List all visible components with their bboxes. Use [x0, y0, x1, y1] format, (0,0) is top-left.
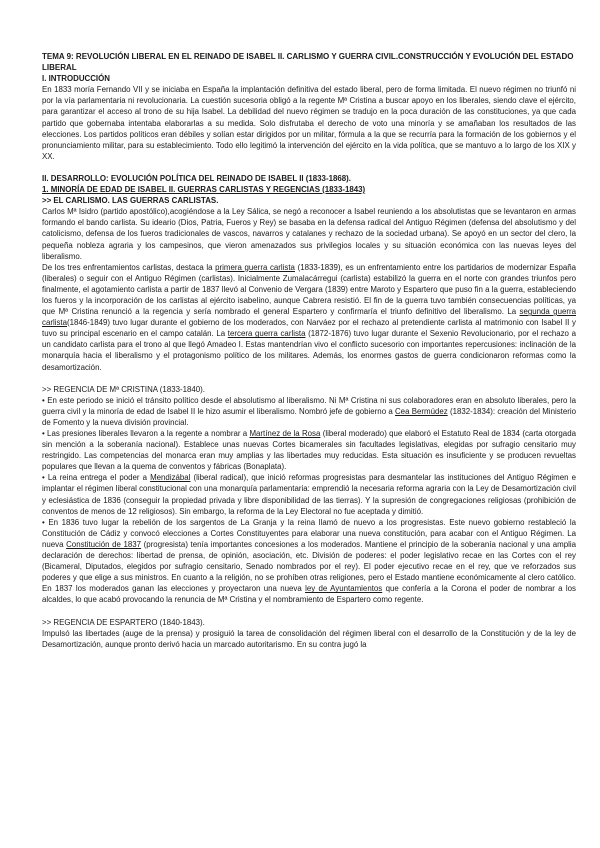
underlined-term: segunda guerra carlista [42, 307, 576, 328]
text-run: (1833-1839), es un enfrentamiento entre los partidarios de modernizar España (liberales) o seguir con el Antiguo Régimen (carlistas). Inicialmente Zumalacárregui (carlista) estabilizó la guerra en el norte con grandes triunfos pero finalmente, el agotamiento carlista a partir de 1837 llevó al Convenio de Vergara (1839) entre Maroto y Espartero que puso fin a la guerra, estableciendo los fueros y la incorporación de los carlistas al ejército isabelino, aunque Cabrera resistió. El fin de la guerra tuvo también consecuencias políticas, ya que Mª Cristina renunció a la regencia y sería nombrado el general Espartero y confirmaría el triunfo definitivo del liberalismo. La [42, 262, 576, 317]
text-run: (1832-1834): creación del Ministerio de Fomento y la nueva división provincial. [42, 406, 577, 427]
text-run: (progresista) tenía importantes concesiones a los moderados. Mantiene el principio de la soberanía nacional y una amplia declaración de derechos: libertad de prensa, de opinión, asociación, etc. División de poderes: el poder legislativo recae en las Cortes con el rey (Bicameral, Diputados, elegidos por sufragio censitario, Senado nombrados por el rey). El poder ejecutivo recae en el rey, que ve reforzados sus poderes y que elige a sus ministros. En cuanto a la religión, no se prohíben otras religiones, pero el Estado mantiene económicamente al clero católico. En 1837 los moderados ganan las elecciones y proyectaron una nueva [42, 539, 577, 594]
text-run: • En 1836 tuvo lugar la rebelión de los sargentos de La Granja y la reina llamó de nuevo a los progresistas. Este nuevo gobierno restableció la Constitución de Cádiz y convocó elecciones a Cortes Constituyentes para elaborar una nueva constitución, para acabar con el Antiguo Régimen. La nueva [42, 517, 576, 549]
underlined-term: primera guerra carlista [215, 262, 295, 272]
text-run: (1872-1876) tuvo lugar durante el Sexenio Revolucionario, por el rechazo a un candidato carlista para el trono al que llegó Amadeo I. Estas mantendrían vivo el conflicto sucesorio con importantes repercusiones: inclinación de la monarquía hacia el liberalismo y el protagonismo político de los militares. Además, los enormes gastos de guerra condicionaron reformas como la desamortización. [42, 329, 576, 372]
regencia-mc-bullet-2 [42, 428, 576, 472]
underlined-term: Mendizábal [150, 473, 191, 483]
regencia-espartero-paragraph: Impulsó las libertades (auge de la prensa) y prosiguió la tarea de consolidación del régimen liberal con el desarrollo de la Constitución y de la ley de Desamortización, aunque pronto derivó hacia un marcado autoritarismo. En su contra jugó la [42, 628, 576, 649]
text-run: (1846-1849) tuvo lugar durante el gobierno de los moderados, con Narváez por el rechazo al pretendiente carlista al matrimonio con Isabel II y tuvo su principal escenario en el campo catalán. La [42, 318, 576, 339]
text-run: (liberal radical), que inició reformas progresistas para desmantelar las instituciones del Antiguo Régimen e implantar el régimen liberal constitucional con una monarquía parlamentaria: emprendió la necesaria reforma agraria con la Ley de Desamortización civil y eclesiástica de 1836 (conseguir la propiedad privada y libre disponibilidad de las tierras). Y la supresión de congregaciones religiosas (prohibición de conventos de menos de 12 religiosos). Sin embargo, la reforma de la Ley Electoral no fue aceptada y dimitió. [42, 473, 576, 516]
underlined-term: Cea Bermúdez [394, 406, 448, 416]
text-run: De los tres enfrentamientos carlistas, destaca la [42, 262, 216, 272]
regencia-mc-bullet-3 [42, 472, 576, 516]
intro-paragraph: En 1833 moría Fernando VII y se iniciaba en España la implantación definitiva del estado liberal, pero de forma limitada. El nuevo régimen no triunfó ni por la vía parlamentaria ni revolucionaria. La cuestión sucesoria obligó a la regente Mª Cristina a buscar apoyo en los liberales, siendo clave el ejército, para garantizar el acceso al trono de su hija Isabel. La debilidad del nuevo régimen se tradujo en la poca duración de las constituciones, ya que cada partido que gobernaba intentaba elaborarlas a su medida. Solo disfrutaba el derecho de voto una minoría y se amañaban los resultados de las elecciones. Los partidos políticos eran débiles y solían estar dirigidos por un militar, fórmula a la que se recurría para la formación de los gobiernos y el pronunciamiento militar, para su establecimiento. Todo ello legitimó la intervención del ejército en la vida política, que se mantuvo a lo largo de los XIX y XX. [42, 85, 576, 161]
development-heading: II. DESARROLLO: EVOLUCIÓN POLÍTICA DEL REINADO DE ISABEL II (1833-1868). [42, 173, 351, 183]
text-run: (liberal moderado) que elaboró el Estatuto Real de 1834 (carta otorgada sin mención a la soberanía nacional). Establece unas nuevas Cortes bicamerales sin facultades legislativas, elegidas por sufragio censitario muy restringido. Las competencias del monarca eran muy amplias y las libertades muy reducidas. Esta situación es insuficiente y se producen revueltas populares que llevan a la quema de conventos y fábricas (Bonaplata). [42, 429, 576, 472]
regencia-espartero-heading: >> REGENCIA DE ESPARTERO (1840-1843). [42, 617, 205, 627]
underlined-term: Constitución de 1837 [66, 539, 142, 549]
regencia-maria-cristina-heading: >> REGENCIA DE Mª CRISTINA (1833-1840). [42, 384, 205, 394]
text-run: • Las presiones liberales llevaron a la regente a nombrar a [42, 429, 250, 438]
spacer [42, 373, 576, 384]
underlined-term: ley de Ayuntamientos [305, 584, 383, 594]
section1-heading [42, 184, 576, 195]
underlined-term: tercera guerra carlista [227, 329, 306, 339]
section1-heading-text: 1. MINORÍA DE EDAD DE ISABEL II. GUERRAS CARLISTAS Y REGENCIAS (1833-1843) [42, 185, 366, 195]
carlismo-paragraph-2 [42, 262, 576, 373]
text-run: • La reina entrega el poder a [42, 473, 151, 483]
carlismo-paragraph-1: Carlos Mª Isidro (partido apostólico),acogiéndose a la Ley Sálica, se negó a reconocer a Isabel reuniendo a los absolutistas que se levantaron en armas formando el bando carlista. Su ideario (Dios, Patria, Fueros y Rey) se basaba en la defensa radical del Antiguo Régimen (defensa del absolutismo y del catolicismo, defensa de los fueros tradicionales de vascos, navarros y catalanes y rechazo de la sociedad urbana). Se apoyó en un sector del clero, la pequeña nobleza agraria y los campesinos, que vieron amenazados sus privilegios locales y su situación económica con las nuevas leyes del liberalismo. [42, 207, 576, 261]
text-run: que confería a la Corona el poder de nombrar a los alcaldes, lo que acabó provocando la renuncia de Mª Cristina y el nombramiento de Espartero como regente. [42, 584, 576, 605]
document-title: TEMA 9: REVOLUCIÓN LIBERAL EN EL REINADO DE ISABEL II. CARLISMO Y GUERRA CIVIL.CONSTRUCCIÓN Y EVOLUCIÓN DEL ESTADO LIBERAL [42, 52, 574, 73]
regencia-mc-bullet-1 [42, 395, 576, 428]
underlined-term: Martínez de la Rosa [249, 429, 321, 438]
intro-heading: I. INTRODUCCIÓN [42, 74, 110, 84]
carlismo-heading: >> EL CARLISMO. LAS GUERRAS CARLISTAS. [42, 196, 219, 206]
spacer [42, 606, 576, 617]
text-run: • En este periodo se inició el tránsito político desde el absolutismo al liberalismo. Ni Mª Cristina ni sus colaboradores eran en absoluto liberales, pero la guerra civil y la minoría de edad de Isabel II le hizo asumir el liberalismo. Nombró jefe de gobierno a [42, 395, 576, 416]
document-page [42, 51, 576, 650]
spacer [42, 162, 576, 173]
regencia-mc-bullet-4 [42, 517, 576, 606]
